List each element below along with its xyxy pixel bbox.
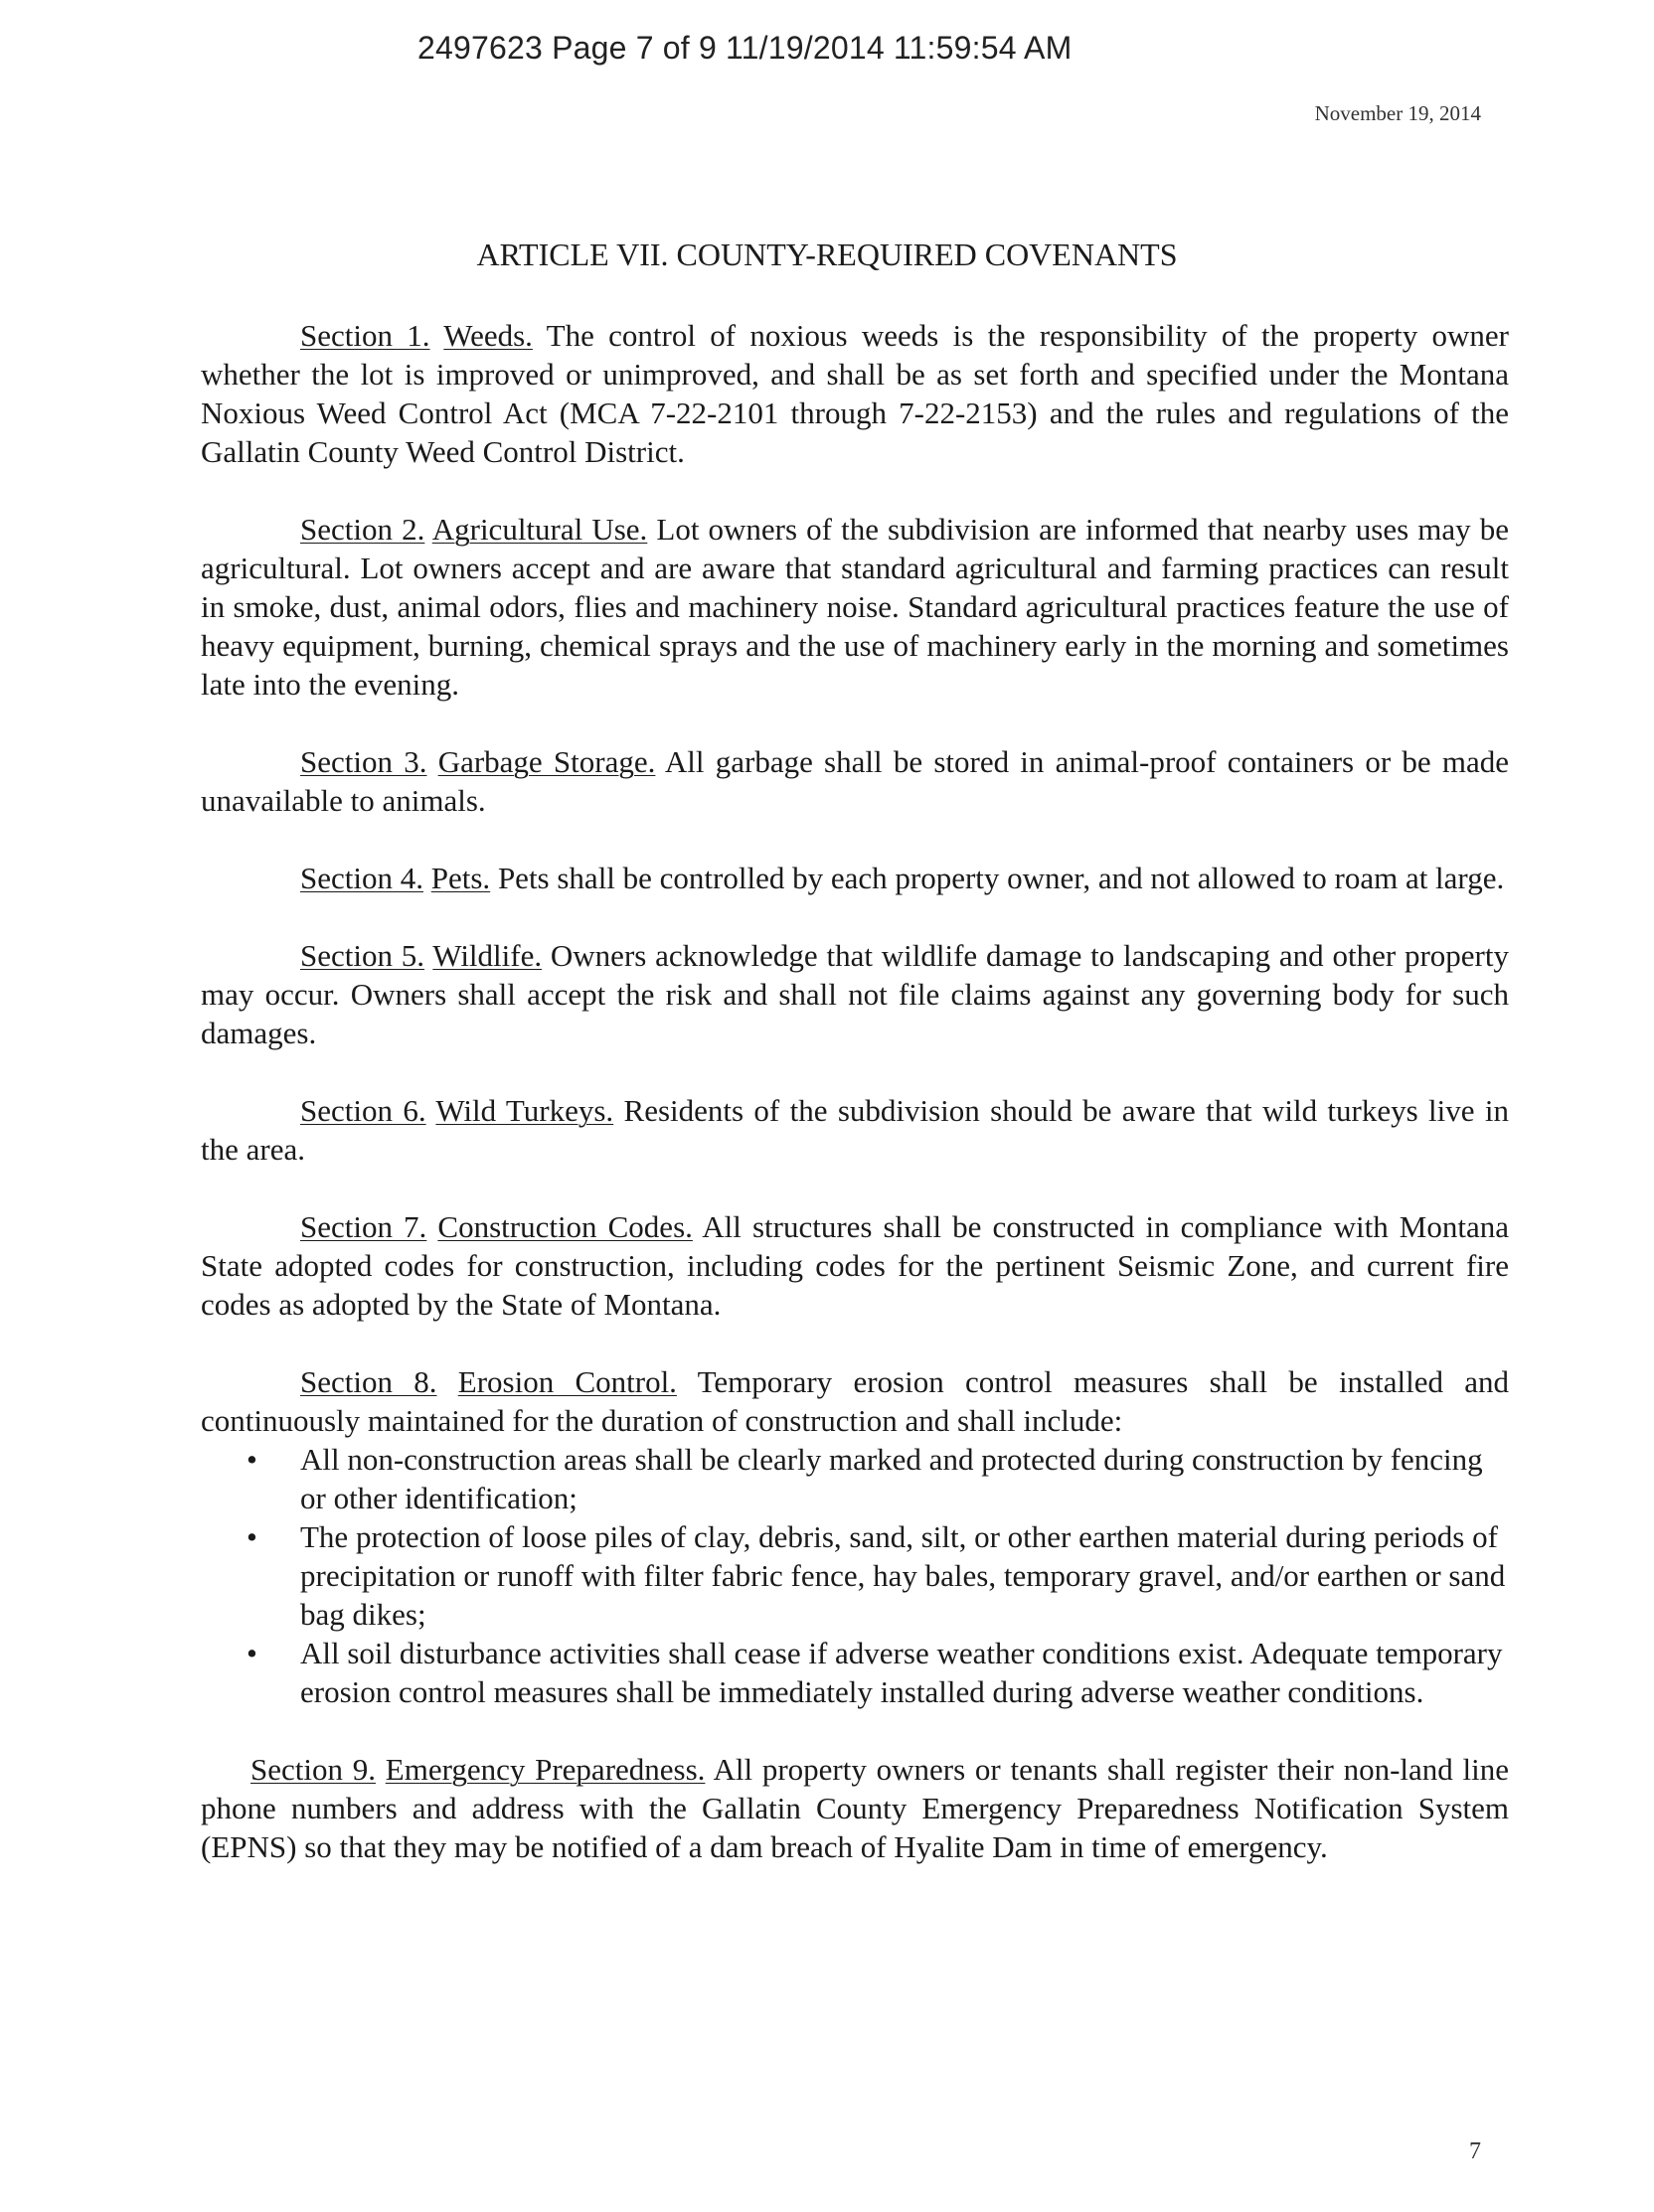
article-title: ARTICLE VII. COUNTY-REQUIRED COVENANTS [476,237,1178,272]
bullet-icon: • [247,1442,257,1477]
section-text: All structures shall be constructed in compliance with Montana State adopted codes for construction, including codes for the pertinent Seismic Zone, and current fire codes as adopted by the State of Montana. [201,1209,1509,1322]
section-2-paragraph [201,510,1509,704]
list-item-text: All non-construction areas shall be clearly marked and protected during construction by fencing or other identification; [300,1442,1483,1515]
list-item [201,1440,1509,1517]
section-3-paragraph [201,742,1509,820]
section-1-paragraph [201,316,1509,471]
section-heading: Garbage Storage. [437,744,656,779]
section-5-paragraph [201,936,1509,1052]
bullet-icon: • [247,1519,257,1554]
section-heading: Wildlife. [432,938,543,973]
section-9-paragraph [201,1750,1509,1866]
section-label: Section 7. [300,1209,427,1244]
section-6-paragraph [201,1091,1509,1169]
section-text: Residents of the subdivision should be aware that wild turkeys live in the area. [201,1093,1509,1167]
section-label: Section 5. [300,938,425,973]
section-heading: Wild Turkeys. [435,1093,614,1128]
section-text: All garbage shall be stored in animal-proof containers or be made unavailable to animals. [201,744,1509,818]
document-body [201,316,1509,1905]
list-item [201,1517,1509,1634]
section-heading: Pets. [430,861,491,895]
section-heading: Erosion Control. [457,1364,677,1399]
section-heading: Construction Codes. [437,1209,693,1244]
erosion-control-list [201,1440,1509,1711]
section-text: Pets shall be controlled by each property owner, and not allowed to roam at large. [490,861,1505,895]
section-label: Section 9. [250,1752,376,1787]
page-number: 7 [1469,2138,1481,2164]
section-text: Owners acknowledge that wildlife damage to landscaping and other property may occur. Owners shall accept the risk and shall not file claims against any governing body for such damages. [201,938,1509,1050]
document-date: November 19, 2014 [1314,101,1481,125]
section-text: Lot owners of the subdivision are informed that nearby uses may be agricultural. Lot owners accept and are aware that standard agricultural and farming practices can result in smoke, dust, animal odors, flies and machinery noise. Standard agricultural practices feature the use of heavy equipment, burning, chemical sprays and the use of machinery early in the morning and sometimes late into the evening. [201,512,1509,702]
recording-stamp: 2497623 Page 7 of 9 11/19/2014 11:59:54 AM [417,30,1073,66]
section-4-paragraph [201,859,1509,897]
section-heading: Weeds. [443,318,533,353]
section-text: Temporary erosion control measures shall be installed and continuously maintained for the duration of construction and shall include: [201,1364,1509,1438]
section-7-paragraph [201,1207,1509,1324]
section-8-paragraph [201,1362,1509,1440]
section-label: Section 4. [300,861,423,895]
bullet-icon: • [247,1636,257,1670]
section-heading: Emergency Preparedness. [385,1752,706,1787]
section-text: All property owners or tenants shall register their non-land line phone numbers and address with the Gallatin County Emergency Preparedness Notification System (EPNS) so that they may be notified of a dam breach of Hyalite Dam in time of emergency. [201,1752,1510,1864]
section-heading: Agricultural Use. [431,512,648,547]
section-label: Section 3. [300,744,427,779]
section-label: Section 8. [300,1364,437,1399]
list-item-text: All soil disturbance activities shall cease if adverse weather conditions exist. Adequate temporary erosion control measures shall be immediately installed during adverse weather conditions. [300,1636,1503,1709]
list-item-text: The protection of loose piles of clay, debris, sand, silt, or other earthen material during periods of precipitation or runoff with filter fabric fence, hay bales, temporary gravel, and/or earthen or sand bag dikes; [300,1519,1506,1632]
section-label: Section 6. [300,1093,426,1128]
section-text: The control of noxious weeds is the responsibility of the property owner whether the lot is improved or unimproved, and shall be as set forth and specified under the Montana Noxious Weed Control Act (MCA 7-22-2101 through 7-22-2153) and the rules and regulations of the Gallatin County Weed Control District. [201,318,1509,469]
section-label: Section 2. [300,512,425,547]
section-label: Section 1. [300,318,430,353]
list-item [201,1634,1509,1711]
